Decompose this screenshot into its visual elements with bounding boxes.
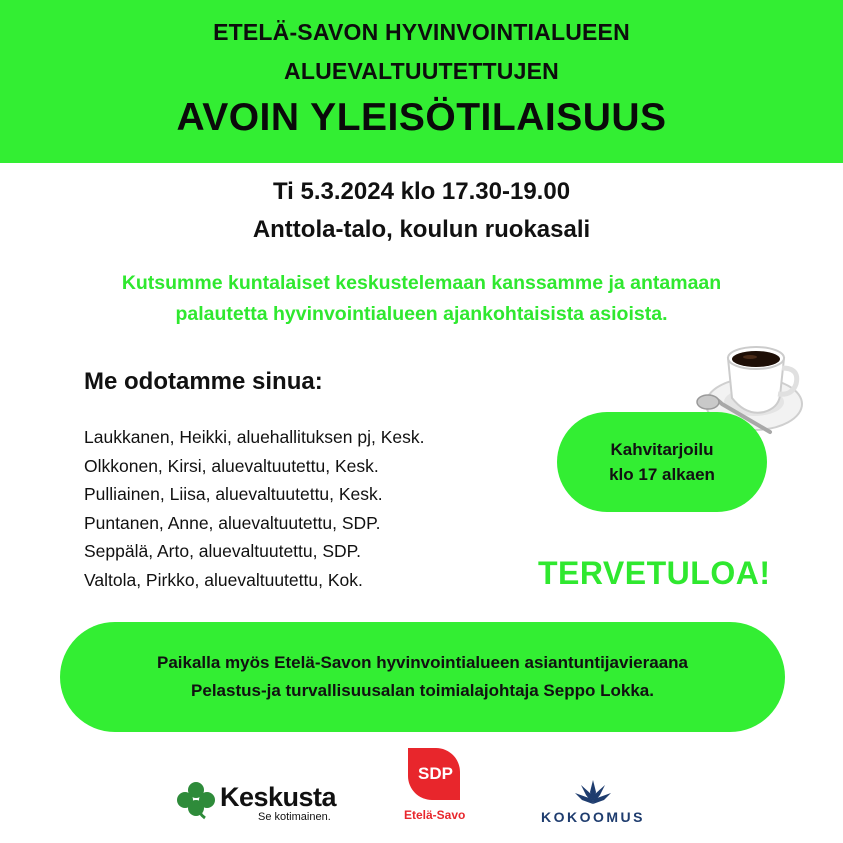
header-banner [0,0,843,163]
header-line-2: ALUEVALTUUTETTUJEN [284,58,559,84]
expert-info-banner [60,622,785,732]
welcome-text: TERVETULOA! [538,555,771,591]
sdp-name: SDP [418,764,453,783]
kokoomus-name: KOKOOMUS [541,809,645,825]
event-place: Anttola-talo, koulun ruokasali [252,216,591,243]
event-title: AVOIN YLEISÖTILAISUUS [176,96,667,139]
sdp-region: Etelä-Savo [404,808,466,822]
clover-icon [175,780,217,820]
person-item: Valtola, Pirkko, aluevaltuutettu, Kok. [84,569,363,590]
keskusta-name: Keskusta [220,782,337,812]
person-item: Laukkanen, Heikki, aluehallituksen pj, Kesk. [84,427,425,447]
coffee-line-2: klo 17 alkaen [609,465,715,484]
kokoomus-flower-icon [574,778,612,806]
coffee-info-badge [557,412,767,512]
sdp-logo [400,748,480,828]
person-item: Puntanen, Anne, aluevaltuutettu, SDP. [84,512,381,533]
waiting-title: Me odotamme sinua: [84,368,323,395]
coffee-line-1: Kahvitarjoilu [610,440,714,459]
sdp-logo-box [408,748,460,800]
kokoomus-logo [538,778,648,826]
invite-text-line-1: Kutsumme kuntalaiset keskustelemaan kanssamme ja antamaan [121,272,722,294]
person-item: Pulliainen, Liisa, aluevaltuutettu, Kesk. [84,484,383,504]
person-item: Olkkonen, Kirsi, aluevaltuutettu, Kesk. [84,455,379,476]
keskusta-tagline: Se kotimainen. [258,811,331,823]
expert-line-1: Paikalla myös Etelä-Savon hyvinvointialueen asiantuntijavieraana [157,653,688,672]
event-datetime: Ti 5.3.2024 klo 17.30-19.00 [272,178,571,205]
keskusta-logo [175,778,345,830]
person-item: Seppälä, Arto, aluevaltuutettu, SDP. [84,541,361,561]
header-line-1: ETELÄ-SAVON HYVINVOINTIALUEEN [213,19,630,45]
invite-text-line-2: palautetta hyvinvointialueen ajankohtaisista asioista. [175,303,668,325]
expert-line-2: Pelastus-ja turvallisuusalan toimialajohtaja Seppo Lokka. [191,681,654,700]
people-list [84,423,424,594]
